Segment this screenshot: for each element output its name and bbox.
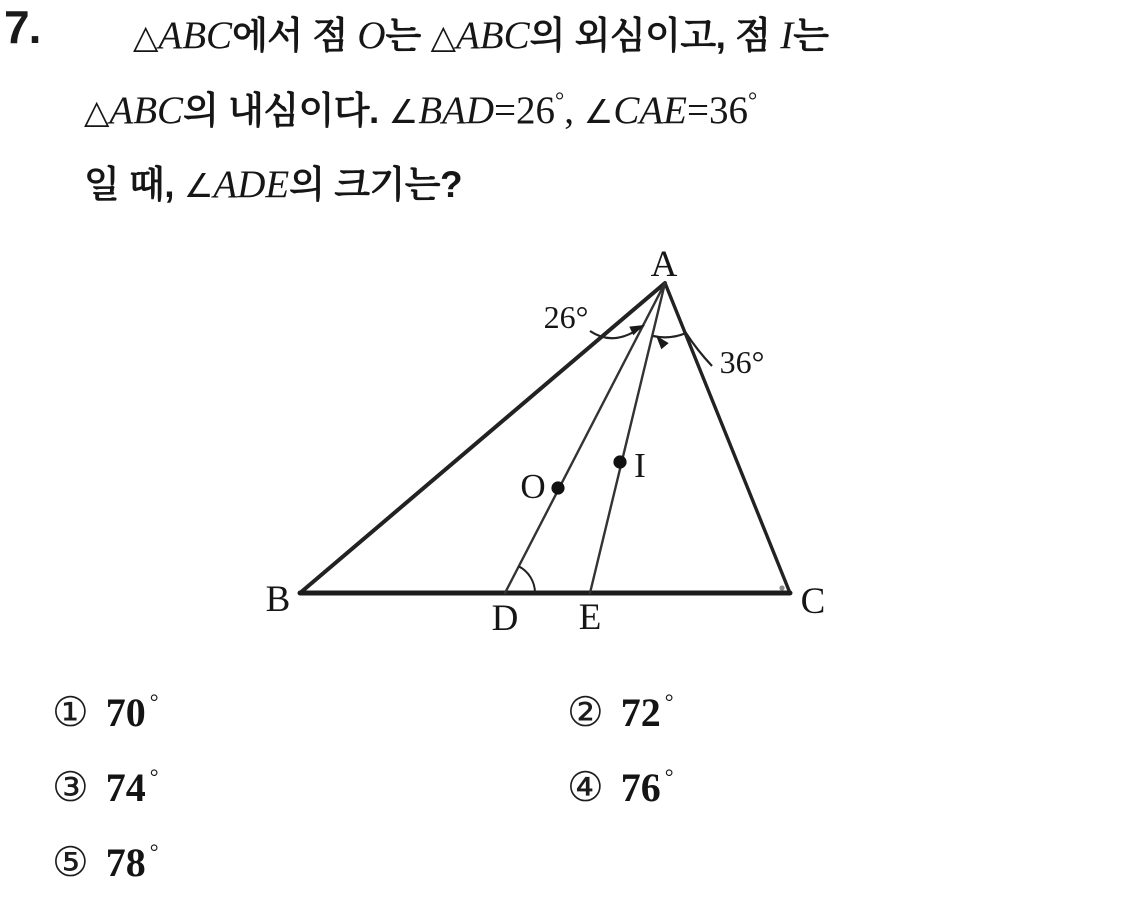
- problem-line-1: [133, 12, 828, 61]
- option-value: 74: [105, 765, 146, 810]
- option-4: [567, 763, 674, 811]
- math-segment: =26: [494, 89, 556, 132]
- text-segment: 는: [793, 15, 829, 56]
- text-segment: 의 외심이고, 점: [529, 15, 781, 56]
- degree-mark: °: [748, 88, 758, 113]
- label-C: C: [800, 581, 826, 622]
- label-D: D: [491, 598, 519, 639]
- math-segment: ABC: [455, 14, 530, 57]
- triangle-symbol: △: [84, 92, 110, 131]
- triangle-symbol: △: [430, 17, 456, 56]
- text-segment: 일 때,: [84, 164, 184, 205]
- angle-label-BAD: 26°: [543, 299, 589, 335]
- angle-arc-ADE: [519, 566, 535, 593]
- geometry-figure: [250, 240, 880, 650]
- degree-mark: °: [664, 689, 674, 714]
- side-AC: [665, 283, 790, 593]
- side-AB: [300, 283, 665, 593]
- label-O: O: [520, 467, 546, 506]
- degree-mark: °: [149, 839, 159, 864]
- triangle-symbol: △: [133, 17, 159, 56]
- math-segment: ABC: [158, 14, 233, 57]
- text-segment: 의 내심이다.: [183, 90, 389, 131]
- text-segment: 에서 점: [232, 15, 358, 56]
- point-I-dot: [613, 455, 626, 468]
- angle-symbol: ∠: [583, 92, 614, 131]
- degree-mark: °: [664, 764, 674, 789]
- label-E: E: [578, 597, 602, 638]
- math-segment: BAD: [418, 89, 495, 132]
- angle-label-CAE: 36°: [719, 344, 765, 380]
- problem-line-3: [84, 161, 462, 210]
- option-1: [52, 688, 159, 736]
- option-marker: ⑤: [52, 838, 89, 886]
- problem-number: 7.: [4, 1, 41, 53]
- option-value: 70: [105, 690, 146, 735]
- angle-symbol: ∠: [388, 92, 419, 131]
- option-value: 76: [620, 765, 661, 810]
- option-value: 78: [105, 840, 146, 885]
- option-marker: ①: [52, 688, 89, 736]
- math-segment: ,: [564, 89, 584, 132]
- option-2: [567, 688, 674, 736]
- label-B: B: [265, 579, 291, 620]
- label-A: A: [650, 244, 678, 285]
- problem-line-2: [84, 87, 757, 136]
- math-segment: =36: [687, 89, 748, 132]
- option-5: [52, 838, 159, 886]
- angle-mark-C: [779, 585, 784, 590]
- label-I: I: [634, 446, 646, 485]
- text-segment: 는: [385, 15, 431, 56]
- degree-mark: °: [149, 689, 159, 714]
- option-marker: ③: [52, 763, 89, 811]
- math-segment: ABC: [109, 89, 184, 132]
- segment-AE: [590, 283, 665, 593]
- text-segment: 의 크기는?: [289, 164, 463, 205]
- angle-arrow-CAE: [652, 332, 668, 349]
- math-segment: O: [357, 14, 386, 57]
- math-segment: CAE: [613, 89, 687, 132]
- degree-mark: °: [555, 88, 565, 113]
- option-value: 72: [620, 690, 661, 735]
- option-3: [52, 763, 159, 811]
- point-O-dot: [551, 481, 564, 494]
- degree-mark: °: [149, 764, 159, 789]
- angle-arc-CAE: [653, 333, 712, 366]
- option-marker: ②: [567, 688, 604, 736]
- option-marker: ④: [567, 763, 604, 811]
- math-segment: ADE: [213, 163, 290, 206]
- math-segment: I: [780, 14, 794, 57]
- angle-symbol: ∠: [183, 166, 214, 205]
